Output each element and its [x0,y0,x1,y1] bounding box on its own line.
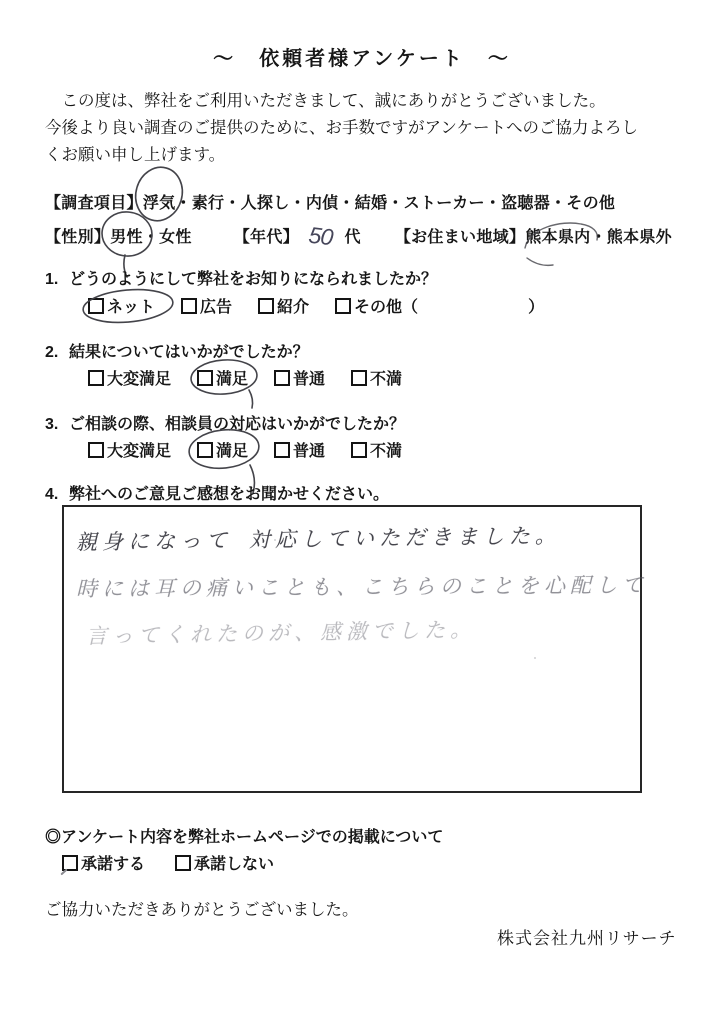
checkbox-icon [175,855,191,871]
question-text: 弊社へのご意見ご感想をお聞かせください。 [69,486,390,503]
publish-heading: ◎アンケート内容を弊社ホームページでの掲載について [45,829,444,846]
options-row-2 [88,366,402,389]
question-2 [45,339,309,362]
option-normal [274,438,325,461]
option-very-satisfied [88,366,171,389]
question-number: 1. [45,271,59,288]
question-number: 3. [45,416,59,433]
scan-speck [274,539,276,541]
option-label: 紹介 [277,299,310,316]
checkbox-icon [88,370,104,386]
checkbox-icon [88,298,104,314]
age-suffix: 代 [344,229,361,246]
option-very-satisfied [88,438,171,461]
checkbox-icon [197,442,213,458]
option-other [335,294,544,317]
intro-line: くお願い申し上げます。 [45,146,226,164]
region-marked: 熊本県内 [525,224,590,247]
option-label: 不満 [370,371,403,388]
option-normal [274,366,325,389]
option-label: 広告 [200,299,233,316]
option-label: 承諾しない [194,856,275,873]
circled-gender: 男性 [110,224,143,247]
question-text: どうのようにして弊社をお知りになられましたか？ [69,271,438,288]
intro-paragraph [45,88,685,169]
region-label: 【お住まい地域】 [394,229,526,246]
question-text: ご相談の際、相談員の対応はいかがでしたか？ [69,416,406,433]
scan-speck [534,657,536,659]
circled-survey-item: 浮気 [143,190,176,213]
gender-rest: ・女性 [142,229,192,246]
option-label: 満足 [216,371,249,388]
checkbox-icon [274,442,290,458]
option-label: 不満 [370,443,403,460]
option-satisfied [197,438,248,461]
comment-box [62,505,649,793]
option-label: 満足 [216,443,249,460]
option-label: 大変満足 [107,443,172,460]
handwritten-tick-icon [60,868,67,875]
checkbox-icon [197,370,213,386]
intro-line: 今後より良い調査のご提供のために、お手数ですがアンケートへのご協力よろし [45,119,639,137]
profile-row [45,221,672,251]
survey-title: ～ 依頼者様アンケート ～ [213,48,511,70]
option-label: 普通 [293,443,326,460]
option-dissatisfied [351,366,402,389]
checkbox-icon [258,298,274,314]
handwritten-comment-line-2: 時には耳の痛いことも、こちらのことを心配して [75,574,649,601]
option-referral [258,294,309,317]
option-label: その他（ [354,299,419,316]
paren-close: ） [528,299,545,316]
option-label: ネット [107,299,156,316]
survey-items-rest: ・素行・人探し・内偵・結婚・ストーカー・盗聴器・その他 [175,195,616,212]
option-accept [62,851,145,874]
checkbox-icon [62,855,78,871]
handwritten-age: 50 [307,221,334,251]
checkbox-icon [274,370,290,386]
option-net [88,294,155,317]
checkbox-icon [88,442,104,458]
age-label: 【年代】 [233,229,299,246]
survey-items-label: 【調査項目】 [45,195,143,212]
option-label: 普通 [293,371,326,388]
option-satisfied [197,366,248,389]
company-name: 株式会社九州リサーチ [497,929,677,948]
checkbox-icon [351,442,367,458]
gender-label: 【性別】 [45,229,111,246]
question-number: 2. [45,344,59,361]
region-rest: ・熊本県外 [590,229,672,246]
publish-options-row [62,851,274,874]
checkbox-icon [351,370,367,386]
options-row-1 [88,294,544,317]
checkbox-icon [335,298,351,314]
option-ad [181,294,232,317]
question-number: 4. [45,486,59,503]
question-1 [45,266,437,289]
checkbox-icon [181,298,197,314]
option-label: 大変満足 [107,371,172,388]
question-4 [45,481,389,504]
handwritten-comment-line-3: 言ってくれたのが、感激でした。 [85,618,477,649]
intro-line: この度は、弊社をご利用いただきまして、誠にありがとうございました。 [61,92,606,110]
option-decline [175,851,274,874]
question-text: 結果についてはいかがでしたか？ [69,344,309,361]
option-dissatisfied [351,438,402,461]
handwritten-comment-line-1: 親身になって 対応していただきました。 [75,524,562,555]
question-3 [45,411,405,434]
closing-text: ご協力いただきありがとうございました。 [45,901,359,919]
survey-items-row [45,190,615,213]
options-row-3 [88,438,402,461]
option-label: 承諾する [81,856,146,873]
